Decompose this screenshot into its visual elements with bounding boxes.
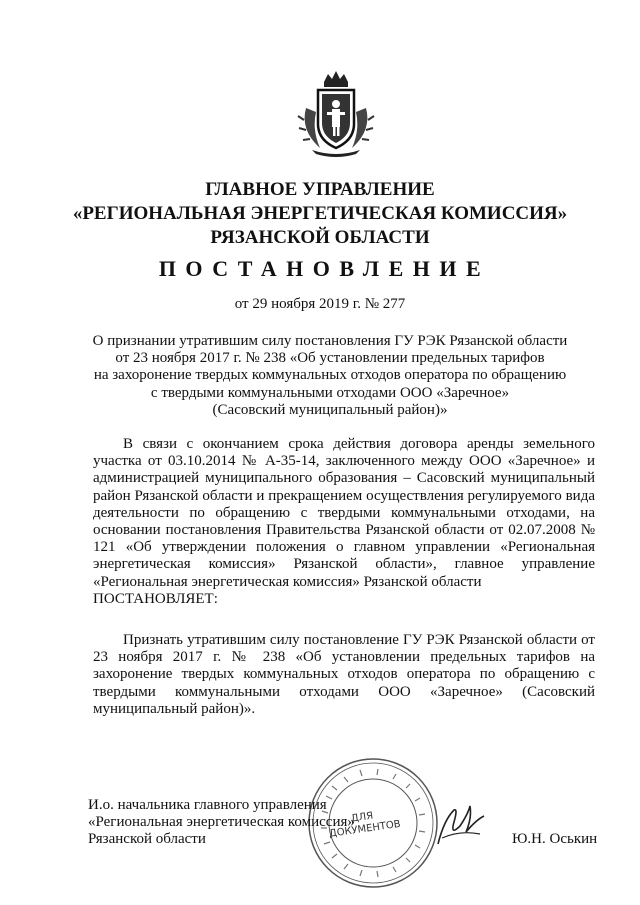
subject-line-3: на захоронение твердых коммунальных отходов оператора по обращению (93, 367, 567, 384)
position-line-2: «Региональная энергетическая комиссия» (88, 814, 355, 831)
decree-word: ПОСТАНОВЛЯЕТ: (93, 590, 218, 607)
signatory-name: Ю.Н. Оськин (512, 831, 598, 847)
document-subject (60, 333, 600, 419)
subject-line-2: от 23 ноября 2017 г. № 238 «Об установлении предельных тарифов (115, 350, 545, 367)
position-line-3: Рязанской области (88, 831, 206, 848)
document-type-title: ПОСТАНОВЛЕНИЕ (158, 256, 491, 281)
resolution-text: Признать утратившим силу постановление ГУ РЭК Рязанской области от 23 ноября 2017 г. № 238 «Об установлении предельных тарифов на захоронение твердых коммунальных отходов оператора по обращению с твердыми коммунальными отходами ООО «Заречное» (Сасовский муниципальный район)». (93, 632, 595, 717)
resolution-paragraph (93, 632, 595, 718)
org-line-1: ГЛАВНОЕ УПРАВЛЕНИЕ (205, 179, 435, 200)
document-date-number: от 29 ноября 2019 г. № 277 (234, 296, 406, 312)
preamble-paragraph (93, 436, 595, 608)
org-line-3: РЯЗАНСКОЙ ОБЛАСТИ (210, 227, 430, 248)
subject-line-4: с твердыми коммунальными отходами ООО «Заречное» (150, 384, 510, 401)
position-line-1: И.о. начальника главного управления (88, 797, 327, 813)
signatory-position (88, 797, 355, 849)
preamble-text: В связи с окончанием срока действия договора аренды земельного участка от 03.10.2014 № А-35-14, заключенного между ООО «Заречное» и администрацией муниципального образования – Сасовский муниципальный район Рязанской области и прекращением осуществления регулируемого вида деятельности по обращению с твердыми коммунальными отходами, на основании постановления Правительства Рязанской области от 02.07.2008 № 121 «Об утверждении положения о главном управлении «Региональная энергетическая комиссия» Рязанской области», главное управление «Региональная энергетическая комиссия» Рязанской области (93, 436, 595, 590)
subject-line-1: О признании утратившим силу постановления ГУ РЭК Рязанской области (92, 333, 568, 349)
subject-line-5: (Сасовский муниципальный район)» (212, 401, 448, 418)
handwritten-signature (430, 800, 490, 850)
stamp-text: ДЛЯ ДОКУМЕНТОВ (328, 810, 402, 840)
coat-of-arms-icon (290, 68, 382, 160)
organization-name (60, 178, 580, 250)
org-line-2: «РЕГИОНАЛЬНАЯ ЭНЕРГЕТИЧЕСКАЯ КОМИССИЯ» (72, 203, 568, 224)
